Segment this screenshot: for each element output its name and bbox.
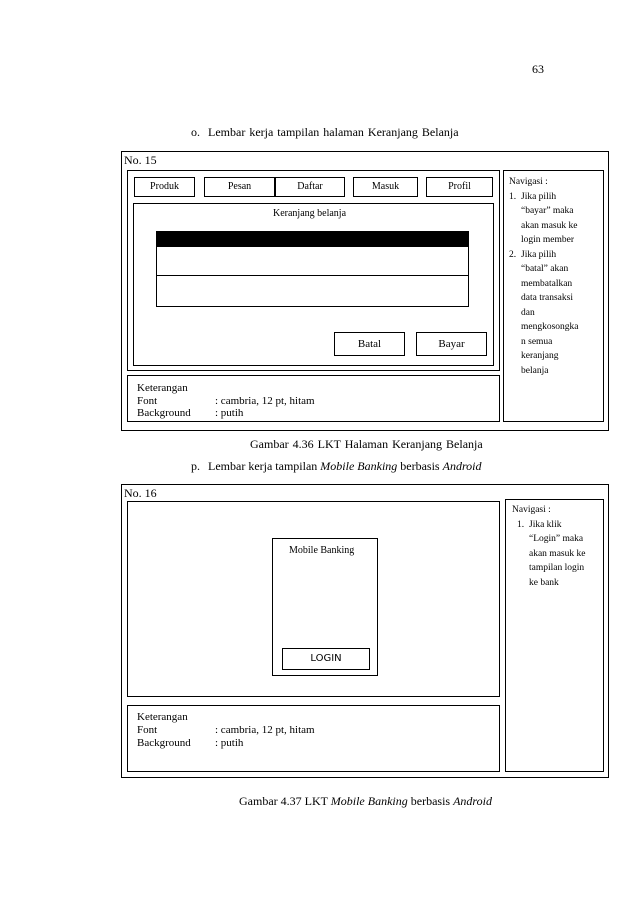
navigasi-line: mengkosongka bbox=[521, 322, 579, 332]
section-p-title-part: Lembar kerja tampilan bbox=[208, 459, 321, 473]
caption-italic: Android bbox=[453, 794, 492, 808]
fig16-navigasi bbox=[512, 503, 602, 590]
navigasi-line: akan masuk ke bbox=[529, 548, 586, 559]
navigasi-line: belanja bbox=[521, 365, 549, 376]
caption-italic: Mobile Banking bbox=[330, 794, 408, 808]
navigasi-line: Jika pilih bbox=[521, 249, 557, 260]
batal-button[interactable]: Batal bbox=[334, 332, 405, 356]
figure-16-number: No. 16 bbox=[124, 486, 157, 500]
fig15-background-label: Background bbox=[137, 407, 191, 419]
section-p-title bbox=[208, 459, 482, 473]
fig15-font-label: Font bbox=[137, 395, 158, 407]
navigasi-item-number: 2. bbox=[509, 249, 517, 260]
figure-15-caption: Gambar 4.36 LKT Halaman Keranjang Belanja bbox=[250, 437, 483, 451]
navigasi-line: data transaksi bbox=[521, 293, 573, 303]
section-p-letter: p. bbox=[191, 459, 200, 473]
cart-panel-title: Keranjang belanja bbox=[273, 208, 347, 219]
cart-table bbox=[156, 231, 469, 307]
fig15-background-value: : putih bbox=[215, 407, 244, 419]
navigasi-line: n semua bbox=[521, 336, 553, 347]
fig16-keterangan-title: Keterangan bbox=[137, 711, 188, 723]
menu-produk-button[interactable]: Produk bbox=[134, 177, 195, 197]
section-o-title: Lembar kerja tampilan halaman Keranjang Belanja bbox=[208, 125, 459, 139]
caption-part: Gambar 4.37 LKT bbox=[239, 794, 331, 808]
menu-daftar-button[interactable]: Daftar bbox=[275, 177, 345, 197]
menu-pesan-button[interactable]: Pesan bbox=[204, 177, 275, 197]
navigasi-line: “bayar” maka bbox=[521, 206, 574, 216]
cart-table-row bbox=[157, 247, 468, 276]
navigasi-item-text bbox=[521, 248, 579, 379]
bayar-button[interactable]: Bayar bbox=[416, 332, 487, 356]
navigasi-line: keranjang bbox=[521, 351, 559, 361]
fig16-font-label: Font bbox=[137, 724, 158, 736]
section-o-letter: o. bbox=[191, 125, 200, 139]
fig15-keterangan-title: Keterangan bbox=[137, 382, 188, 394]
navigasi-item-text bbox=[529, 518, 585, 591]
fig15-navigasi bbox=[509, 175, 601, 378]
navigasi-title: Navigasi : bbox=[512, 505, 551, 515]
navigasi-line: login member bbox=[521, 235, 575, 245]
navigasi-item bbox=[509, 248, 601, 379]
navigasi-line: akan masuk ke bbox=[521, 220, 578, 231]
menu-masuk-button[interactable]: Masuk bbox=[353, 177, 418, 197]
page-number: 63 bbox=[532, 62, 544, 76]
navigasi-line: membatalkan bbox=[521, 278, 573, 289]
phone-title: Mobile Banking bbox=[289, 545, 355, 556]
fig16-background-value: : putih bbox=[215, 737, 244, 749]
figure-16-caption bbox=[239, 794, 492, 808]
login-button[interactable]: LOGIN bbox=[282, 648, 370, 670]
navigasi-line: “batal” akan bbox=[521, 264, 569, 274]
menu-profil-button[interactable]: Profil bbox=[426, 177, 493, 197]
navigasi-line: Jika klik bbox=[529, 519, 562, 530]
navigasi-line: Jika pilih bbox=[521, 191, 557, 202]
figure-15-number: No. 15 bbox=[124, 153, 157, 167]
navigasi-line: tampilan login bbox=[529, 563, 585, 573]
navigasi-item bbox=[512, 518, 602, 591]
fig16-background-label: Background bbox=[137, 737, 191, 749]
navigasi-item-number: 1. bbox=[517, 519, 525, 530]
navigasi-item-text bbox=[521, 190, 577, 248]
navigasi-line: “Login” maka bbox=[529, 534, 584, 544]
cart-table-header-row bbox=[157, 232, 468, 247]
navigasi-item-number: 1. bbox=[509, 191, 517, 202]
cart-table-row bbox=[157, 276, 468, 306]
section-p-title-italic: Android bbox=[442, 459, 482, 473]
navigasi-item bbox=[509, 190, 601, 248]
caption-part: berbasis bbox=[407, 794, 454, 808]
section-p-title-italic: Mobile Banking bbox=[320, 459, 398, 473]
fig16-font-value: : cambria, 12 pt, hitam bbox=[215, 724, 315, 736]
fig15-font-value: : cambria, 12 pt, hitam bbox=[215, 395, 315, 407]
navigasi-line: ke bank bbox=[529, 577, 559, 588]
section-p-title-part: berbasis bbox=[397, 459, 443, 473]
navigasi-line: dan bbox=[521, 307, 535, 318]
navigasi-title: Navigasi : bbox=[509, 177, 548, 187]
